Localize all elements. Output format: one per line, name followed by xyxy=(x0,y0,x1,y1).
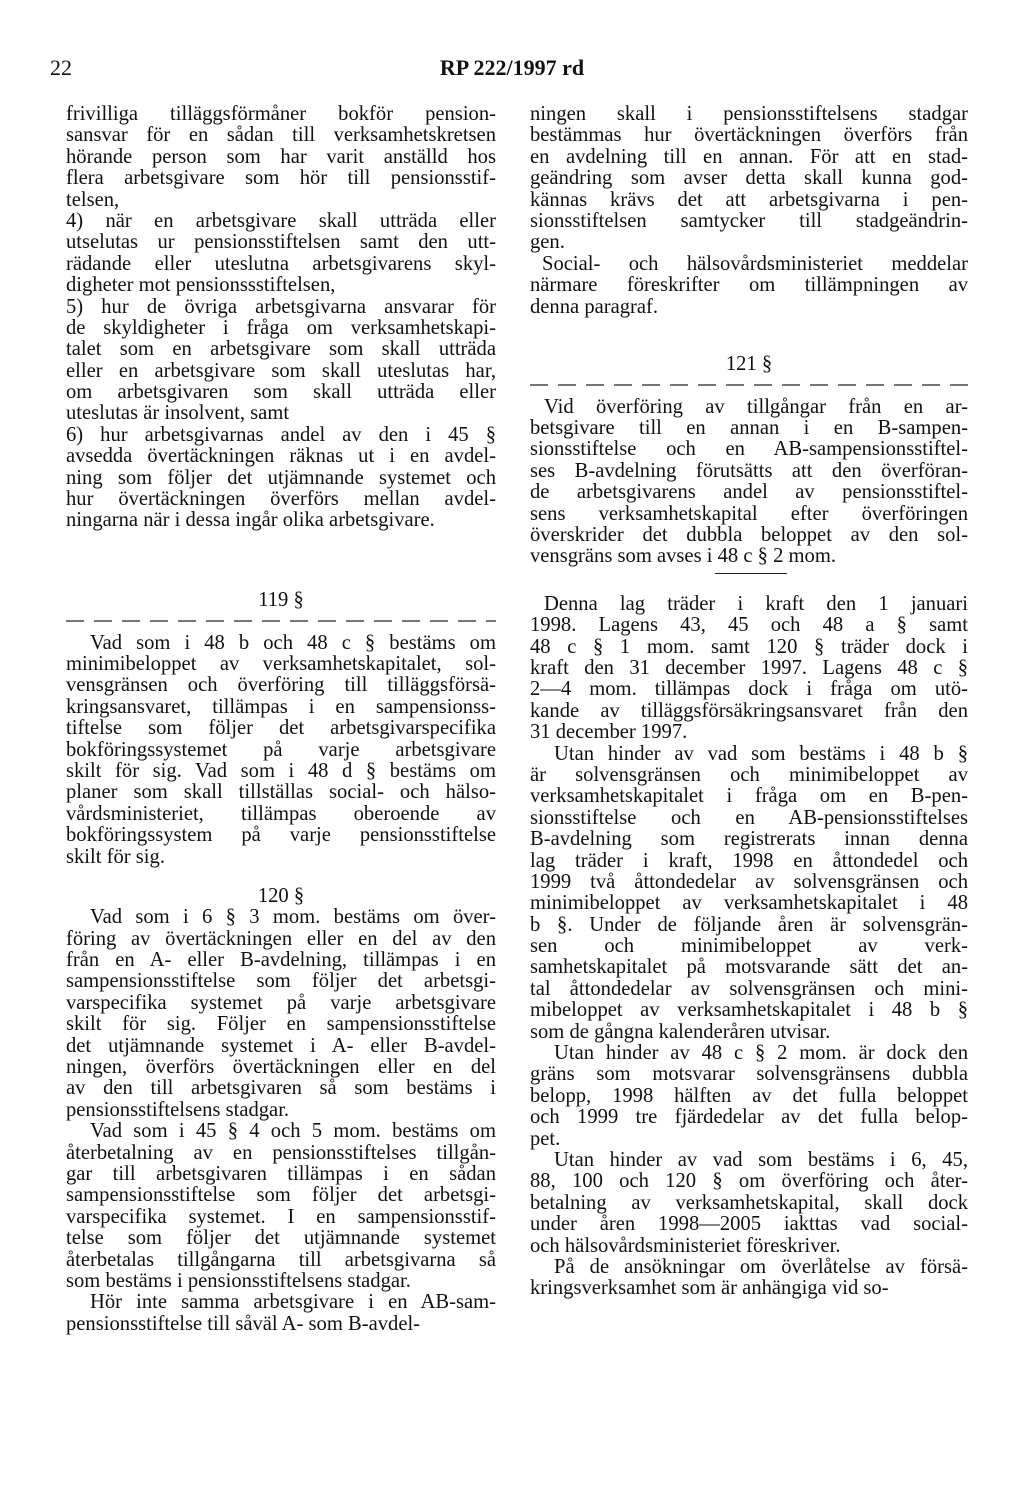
text-line: en avdelning till en annan. För att en stad- xyxy=(530,146,968,168)
text-line: digheter mot pensionssstiftelsen, xyxy=(66,275,336,297)
text-line: hörande person som har varit anställd hos xyxy=(66,146,496,168)
left-column xyxy=(66,104,496,1335)
text-line: pensionsstiftelse till såväl A- som B-avdel- xyxy=(66,1313,421,1335)
text-line: 4) när en arbetsgivare skall utträda eller xyxy=(66,210,496,232)
text-line: av den till arbetsgivaren så som bestäms i xyxy=(66,1078,496,1100)
text-line: de skyldigheter i fråga om verksamhetskapi- xyxy=(66,317,496,339)
text-line: det utjämnande systemet i A- eller B-avdel- xyxy=(66,1035,496,1057)
text-line: kringsverksamhet som är anhängiga vid so- xyxy=(530,1278,889,1300)
text-line: Vad som i 48 b och 48 c § bestäms om xyxy=(90,632,496,654)
text-line: samhetskapitalet på motsvarande sätt det an- xyxy=(530,957,968,979)
text-line: 5) hur de övriga arbetsgivarna ansvarar för xyxy=(66,296,496,318)
paragraph xyxy=(530,1257,968,1300)
text-line: pet. xyxy=(530,1128,561,1150)
omission-line xyxy=(66,611,496,632)
text-line: 6) hur arbetsgivarnas andel av den i 45 § xyxy=(66,424,496,446)
text-line: överskrider det dubbla beloppet av den sol- xyxy=(530,525,968,547)
text-line: kringsansvaret, tillämpas i en sampensionss- xyxy=(66,696,496,718)
text-line: och hälsovårdsministeriet föreskriver. xyxy=(530,1235,841,1257)
text-line: ning som följer det utjämnande systemet och xyxy=(66,467,496,489)
omission-dash-line xyxy=(66,620,496,624)
text-line: betsgivare till en annan i en B-sampen- xyxy=(530,418,968,440)
paragraph xyxy=(66,633,496,868)
text-line: 1999 två åttondedelar av solvensgränsen och xyxy=(530,871,968,893)
text-line: På de ansökningar om överlåtelse av försä- xyxy=(554,1256,968,1278)
text-line: bestämmas hur övertäckningen överförs från xyxy=(530,125,968,147)
text-line: mibeloppet av verksamhetskapitalet i 48 b § xyxy=(530,1000,968,1022)
text-line: planer som skall tillställas social- och hälso- xyxy=(66,782,496,804)
text-line: sionsstiftelsen samtycker till stadgeändrin- xyxy=(530,210,968,232)
text-line: Vid överföring av tillgångar från en ar- xyxy=(544,396,968,418)
text-line: Hör inte samma arbetsgivare i en AB-sam- xyxy=(90,1292,496,1314)
paragraph xyxy=(530,254,968,318)
text-line: b §. Under de följande åren är solvensgrän- xyxy=(530,914,968,936)
text-line: sionsstiftelse och en AB-sampensionsstiftel- xyxy=(530,439,968,461)
paragraph xyxy=(530,744,968,1043)
text-line: telse som följer det utjämnande systemet xyxy=(66,1228,496,1250)
text-line: vensgräns som avses i 48 c § 2 mom. xyxy=(530,546,837,568)
text-line: gar till arbetsgivaren tillämpas i en sådan xyxy=(66,1163,496,1185)
paragraph xyxy=(66,297,496,425)
text-line: Vad som i 6 § 3 mom. bestäms om över- xyxy=(90,907,496,929)
text-line: belopp, 1998 hälften av det fulla beloppet xyxy=(530,1085,968,1107)
text-line: ningarna när i dessa ingår olika arbetsgivare. xyxy=(66,510,435,532)
text-line: sansvar för en sådan till verksamhetskretsen xyxy=(66,125,496,147)
text-line: gen. xyxy=(530,232,565,254)
paragraph xyxy=(530,104,968,254)
text-line: flera arbetsgivare som hör till pensionsstif- xyxy=(66,168,496,190)
text-line: sens verksamhetskapital efter överföringen xyxy=(530,503,968,525)
text-line: kraft den 31 december 1997. Lagens 48 c § xyxy=(530,657,968,679)
section-heading-120: 120 § xyxy=(257,884,305,907)
text-line: från en A- eller B-avdelning, tillämpas i en xyxy=(66,950,496,972)
text-line: rädande eller uteslutna arbetsgivarens skyl- xyxy=(66,253,496,275)
paragraph xyxy=(66,907,496,1121)
text-line: ses B-avdelning förutsätts att den överföran- xyxy=(530,460,968,482)
paragraph xyxy=(530,397,968,568)
text-line: eller en arbetsgivare som skall uteslutas har, xyxy=(66,360,496,382)
paragraph xyxy=(66,1121,496,1292)
text-line: varspecifika systemet. I en sampensionsstif- xyxy=(66,1206,496,1228)
paragraph xyxy=(530,1150,968,1257)
text-line: sionsstiftelse och en AB-pensionsstiftelses xyxy=(530,807,968,829)
text-line: talet som en arbetsgivare som skall utträda xyxy=(66,339,496,361)
text-line: vensgränsen och överföring till tilläggsförsä- xyxy=(66,675,496,697)
text-line: utselutas ur pensionsstiftelsen samt den utt- xyxy=(66,232,496,254)
text-line: minimibeloppet av verksamhetskapitalet, sol- xyxy=(66,653,496,675)
text-line: som de gångna kalenderåren utvisar. xyxy=(530,1021,831,1043)
text-line: telsen, xyxy=(66,189,120,211)
paragraph xyxy=(530,1043,968,1150)
right-column xyxy=(530,104,968,1300)
text-line: och 1999 tre fjärdedelar av det fulla belop- xyxy=(530,1107,968,1129)
text-line: lag träder i kraft, 1998 en åttondedel och xyxy=(530,850,968,872)
omission-line xyxy=(530,375,968,396)
text-line: är solvensgränsen och minimibeloppet av xyxy=(530,764,968,786)
text-line: B-avdelning som registrerats innan denna xyxy=(530,829,968,851)
text-line: 2—4 mom. tillämpas dock i fråga om utö- xyxy=(530,679,968,701)
text-line: som bestäms i pensionsstiftelsens stadgar. xyxy=(66,1270,411,1292)
text-line: sampensionsstiftelse som följer det arbetsgi- xyxy=(66,1185,496,1207)
text-line: de arbetsgivarens andel av pensionsstiftel- xyxy=(530,482,968,504)
text-line: gräns som motsvarar solvensgränsens dubbla xyxy=(530,1064,968,1086)
text-line: vårdsministeriet, tillämpas oberoende av xyxy=(66,803,496,825)
text-line: pensionsstiftelsens stadgar. xyxy=(66,1099,290,1121)
text-line: denna paragraf. xyxy=(530,296,659,318)
text-line: 31 december 1997. xyxy=(530,722,688,744)
paragraph xyxy=(66,104,496,211)
text-line: minimibeloppet av verksamhetskapitalet i 48 xyxy=(530,893,968,915)
text-line: om arbetsgivaren som skall utträda eller xyxy=(66,382,496,404)
text-line: 88, 100 och 120 § om överföring och åter- xyxy=(530,1171,968,1193)
text-line: Vad som i 45 § 4 och 5 mom. bestäms om xyxy=(90,1121,496,1143)
text-line: skilt för sig. Följer en sampensionsstiftelse xyxy=(66,1014,496,1036)
text-line: frivilliga tilläggsförmåner bokför pension- xyxy=(66,104,496,125)
omission-dash-line xyxy=(530,384,968,388)
text-line: betalning av verksamhetskapital, skall dock xyxy=(530,1192,968,1214)
paragraph xyxy=(66,211,496,297)
text-line: bokföringssystem på varje pensionsstiftelse xyxy=(66,825,496,847)
text-line: avsedda övertäckningen räknas ut i en avdel- xyxy=(66,446,496,468)
text-line: 1998. Lagens 43, 45 och 48 a § samt xyxy=(530,615,968,637)
text-line: 48 c § 1 mom. samt 120 § träder dock i xyxy=(530,636,968,658)
text-line: tiftelse som följer det arbetsgivarspecifika xyxy=(66,718,496,740)
paragraph xyxy=(530,594,968,744)
text-line: återbetalning av en pensionsstiftelses tillgån- xyxy=(66,1142,496,1164)
text-line: verksamhetskapitalet i fråga om en B-pen- xyxy=(530,786,968,808)
text-line: kännas krävs det att arbetsgivarna i pen- xyxy=(530,189,968,211)
text-line: Social- och hälsovårdsministeriet meddelar xyxy=(542,253,968,275)
text-line: hur övertäckningen överförs mellan avdel- xyxy=(66,489,496,511)
running-head: RP 222/1997 rd xyxy=(439,55,585,80)
text-line: bokföringssystemet på varje arbetsgivare xyxy=(66,739,496,761)
section-heading-121: 121 § xyxy=(725,352,773,375)
text-line: sen och minimibeloppet av verk- xyxy=(530,936,968,958)
text-line: Denna lag träder i kraft den 1 januari xyxy=(544,593,968,615)
page-number: 22 xyxy=(50,55,72,80)
text-line: under åren 1998—2005 iakttas vad social- xyxy=(530,1214,968,1236)
text-line: ningen, överförs övertäckningen eller en del xyxy=(66,1057,496,1079)
text-line: närmare föreskrifter om tillämpningen av xyxy=(530,275,968,297)
text-line: skilt för sig. Vad som i 48 d § bestäms om xyxy=(66,760,496,782)
text-line: geändring som avser detta skall kunna god- xyxy=(530,168,968,190)
text-line: ningen skall i pensionsstiftelsens stadgar xyxy=(530,104,968,125)
section-heading-119: 119 § xyxy=(258,588,304,611)
text-line: kande av tilläggsförsäkringsansvaret från den xyxy=(530,700,968,722)
text-line: Utan hinder av vad som bestäms i 6, 45, xyxy=(554,1149,968,1171)
text-line: föring av övertäckningen eller en del av den xyxy=(66,928,496,950)
end-rule xyxy=(530,568,968,580)
paragraph xyxy=(66,425,496,532)
text-line: Utan hinder av vad som bestäms i 48 b § xyxy=(554,743,968,765)
text-line: tal åttondedelar av solvensgränsen och mini- xyxy=(530,978,968,1000)
end-rule-line xyxy=(715,573,787,574)
paragraph xyxy=(66,1292,496,1335)
text-line: skilt för sig. xyxy=(66,846,165,868)
text-line: varspecifika systemet på varje arbetsgivare xyxy=(66,992,496,1014)
text-line: sampensionsstiftelse som följer det arbetsgi- xyxy=(66,971,496,993)
text-line: Utan hinder av 48 c § 2 mom. är dock den xyxy=(554,1043,968,1065)
text-line: återbetalas tillgångarna till arbetsgivarna så xyxy=(66,1249,496,1271)
text-line: uteslutas är insolvent, samt xyxy=(66,403,290,425)
